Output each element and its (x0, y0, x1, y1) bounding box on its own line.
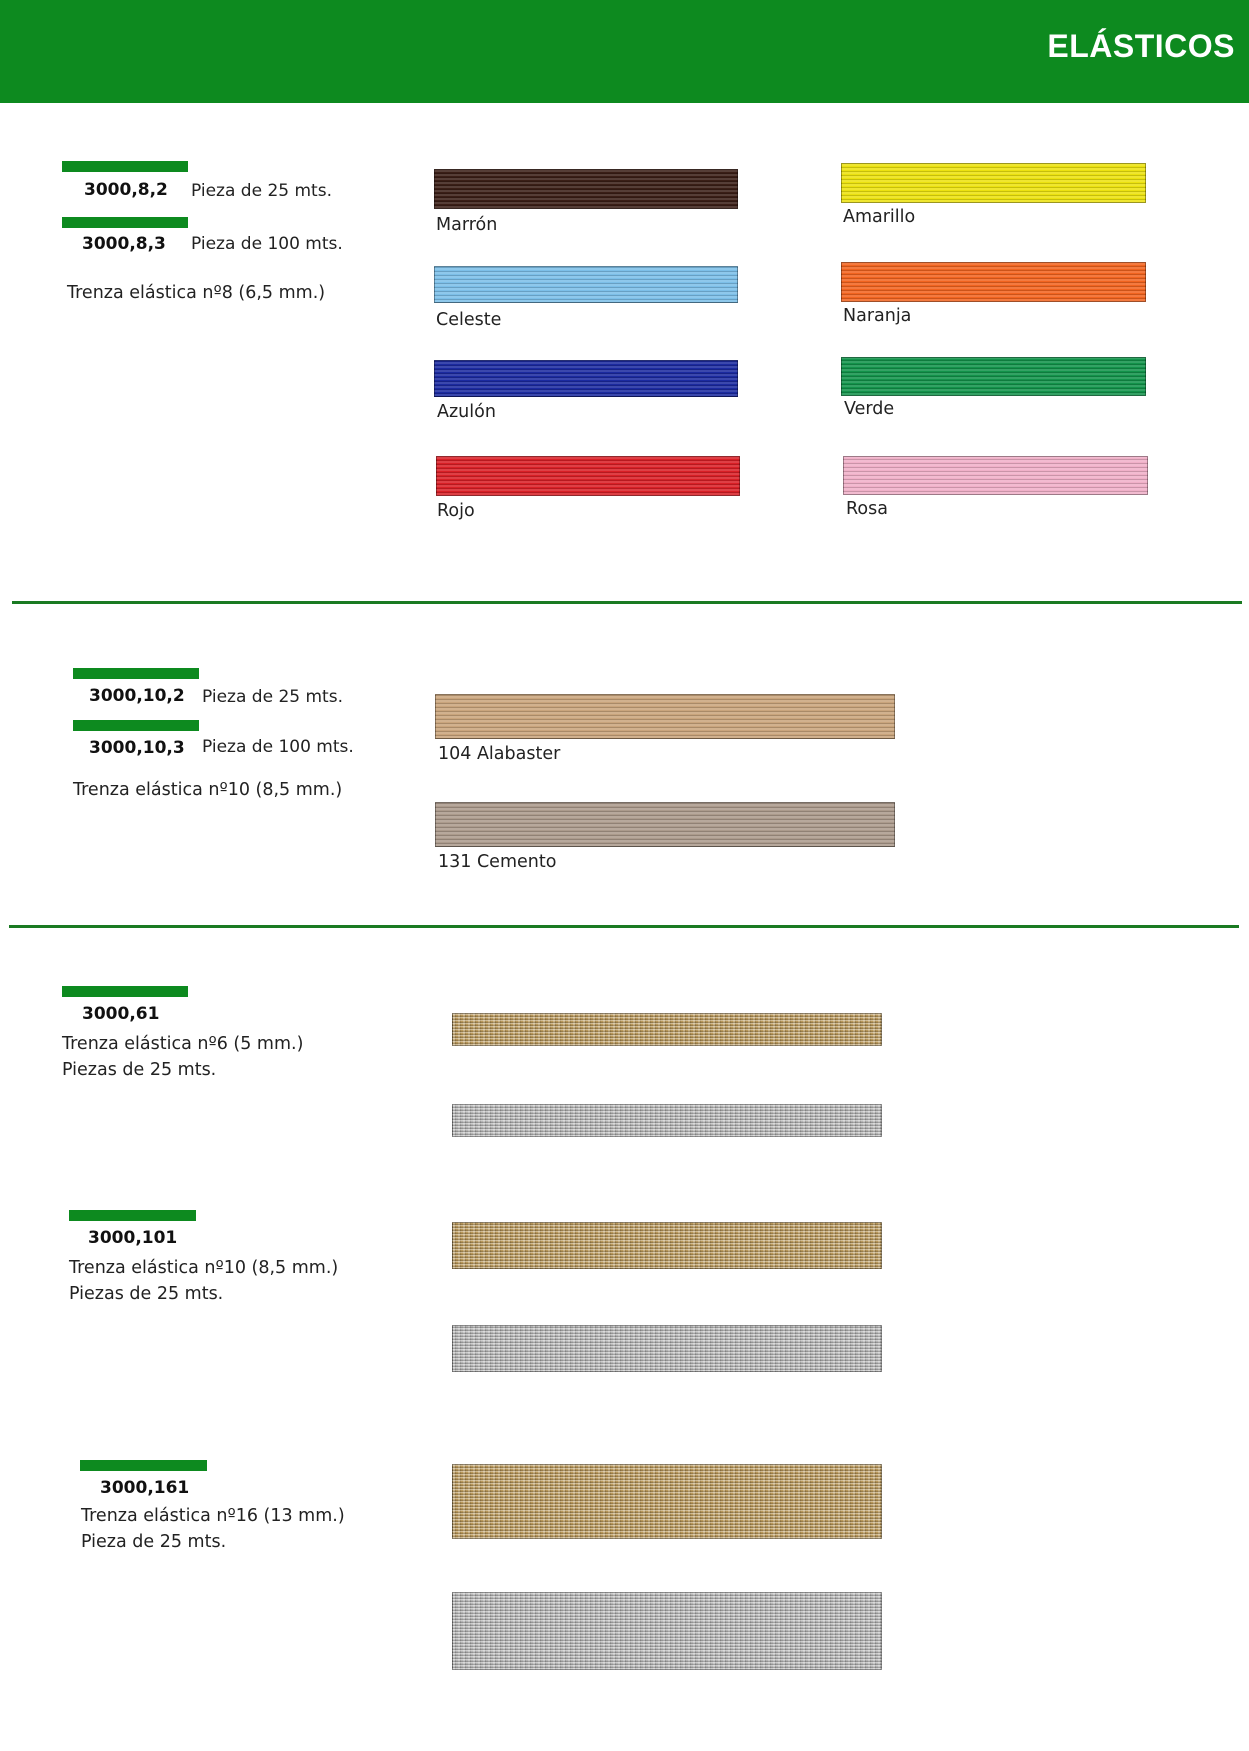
code-marker-bar (62, 161, 188, 172)
piece-length: Pieza de 25 mts. (191, 181, 332, 201)
metallic-swatch-gold (452, 1222, 882, 1269)
elastic-swatch-rojo (436, 456, 740, 496)
piece-length: Piezas de 25 mts. (62, 1060, 217, 1080)
swatch-label: Amarillo (843, 207, 916, 227)
elastic-swatch-marron (434, 169, 738, 209)
piece-length: Pieza de 25 mts. (81, 1532, 227, 1552)
product-code: 3000,8,3 (82, 234, 166, 254)
code-marker-bar (80, 1460, 207, 1471)
swatch-label: Rojo (437, 501, 475, 521)
piece-length: Piezas de 25 mts. (69, 1284, 224, 1304)
product-code: 3000,161 (100, 1478, 190, 1498)
code-marker-bar (73, 668, 199, 679)
metallic-swatch-gold (452, 1464, 882, 1539)
product-code: 3000,8,2 (84, 180, 168, 200)
page-title: ELÁSTICOS (1047, 28, 1235, 64)
code-marker-bar (69, 1210, 196, 1221)
metallic-swatch-silver (452, 1592, 882, 1670)
elastic-swatch-verde (841, 357, 1146, 396)
elastic-swatch-rosa (843, 456, 1148, 495)
swatch-label: Celeste (436, 310, 502, 330)
swatch-label: Marrón (436, 215, 498, 235)
elastic-swatch-alabaster (435, 694, 895, 739)
elastic-swatch-naranja (841, 262, 1146, 302)
product-description: Trenza elástica nº8 (6,5 mm.) (67, 283, 326, 303)
product-code: 3000,101 (88, 1228, 178, 1248)
code-marker-bar (62, 217, 188, 228)
swatch-label: Naranja (843, 306, 912, 326)
elastic-swatch-amarillo (841, 163, 1146, 203)
elastic-swatch-azulon (434, 360, 738, 397)
code-marker-bar (73, 720, 199, 731)
product-code: 3000,10,3 (89, 738, 185, 758)
product-code: 3000,61 (82, 1004, 160, 1024)
product-description: Trenza elástica nº10 (8,5 mm.) (69, 1258, 339, 1278)
piece-length: Pieza de 100 mts. (202, 737, 354, 757)
piece-length: Pieza de 25 mts. (202, 687, 343, 707)
product-code: 3000,10,2 (89, 686, 185, 706)
swatch-label: 104 Alabaster (438, 744, 561, 764)
elastic-swatch-celeste (434, 266, 738, 303)
metallic-swatch-silver (452, 1325, 882, 1372)
section-divider (9, 925, 1239, 928)
swatch-label: Rosa (846, 499, 888, 519)
metallic-swatch-silver (452, 1104, 882, 1137)
swatch-label: Azulón (437, 402, 496, 422)
product-description: Trenza elástica nº16 (13 mm.) (81, 1506, 345, 1526)
product-description: Trenza elástica nº6 (5 mm.) (62, 1034, 304, 1054)
elastic-swatch-cemento (435, 802, 895, 847)
metallic-swatch-gold (452, 1013, 882, 1046)
piece-length: Pieza de 100 mts. (191, 234, 343, 254)
swatch-label: 131 Cemento (438, 852, 557, 872)
code-marker-bar (62, 986, 188, 997)
product-description: Trenza elástica nº10 (8,5 mm.) (73, 780, 343, 800)
section-divider (12, 601, 1242, 604)
swatch-label: Verde (844, 399, 895, 419)
header-banner (0, 0, 1249, 103)
